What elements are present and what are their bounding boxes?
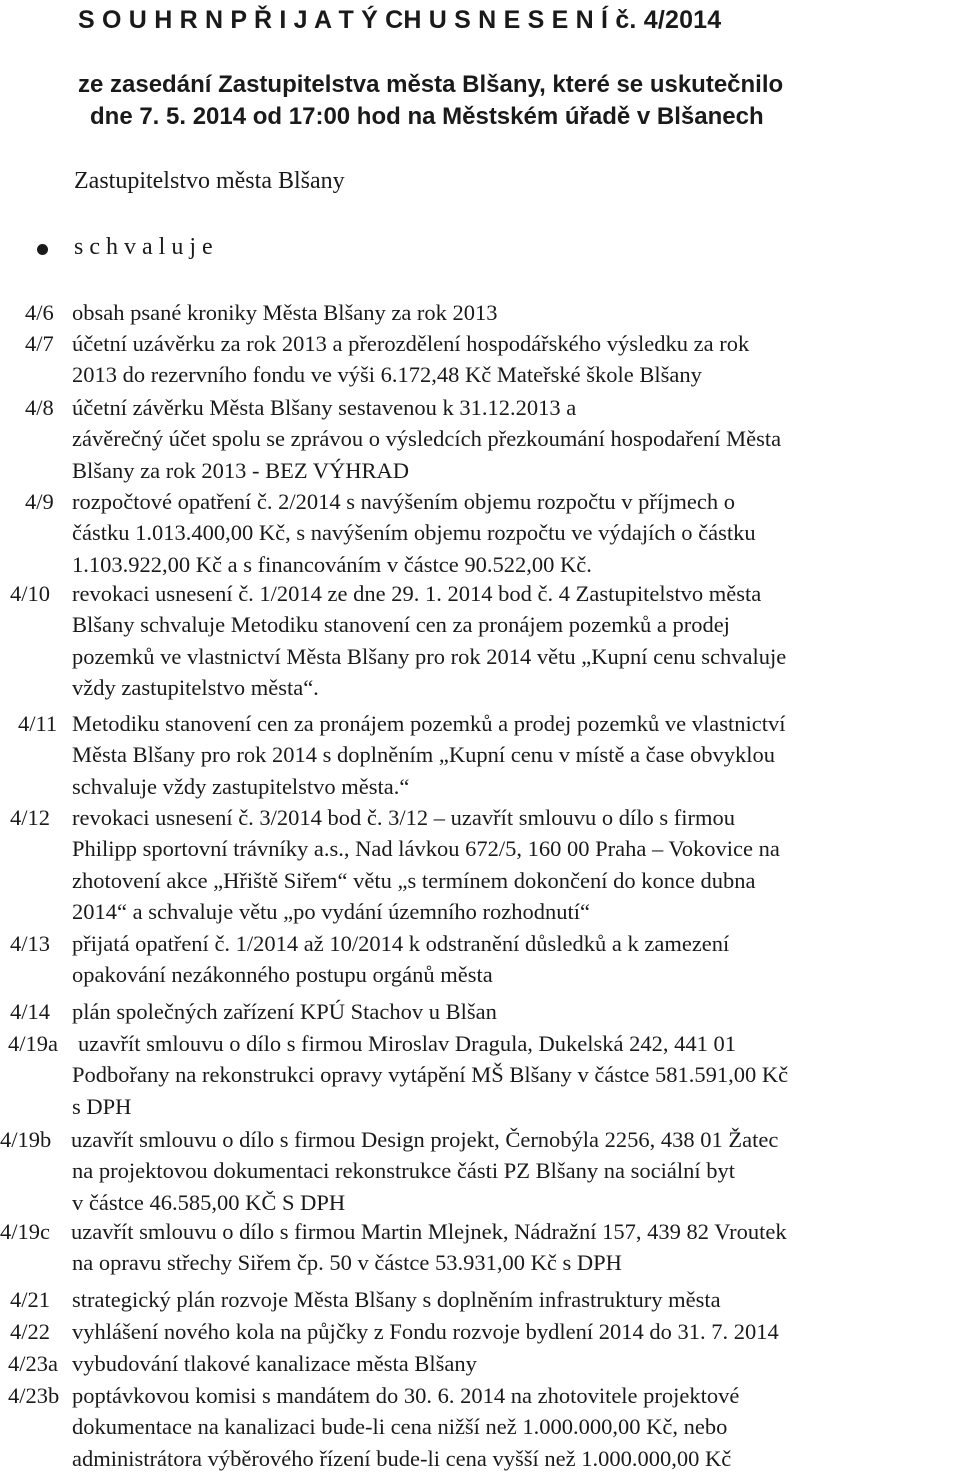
resolution-text: Philipp sportovní trávníky a.s., Nad lávkou 672/5, 160 00 Praha – Vokovice na [72,836,780,862]
resolution-text: poptávkovou komisi s mandátem do 30. 6. 2014 na zhotovitele projektové [72,1383,740,1408]
resolution-number: 4/19b [0,1127,52,1152]
resolution-text: v částce 46.585,00 KČ S DPH [72,1189,346,1215]
resolution-text: vybudování tlakové kanalizace města Blšany [72,1351,477,1376]
resolution-text: s DPH [72,1093,132,1119]
resolution-text: Města Blšany pro rok 2014 s doplněním „Kupní cenu v místě a čase obvyklou [72,742,776,768]
resolution-text: plán společných zařízení KPÚ Stachov u Blšan [72,999,497,1024]
resolution-text: uzavřít smlouvu o dílo s firmou Miroslav Dragula, Dukelská 242, 441 01 [78,1031,737,1056]
document-title: S O U H R N P Ř I J A T Ý CH U S N E S E N Í č. 4/2014 [78,6,722,34]
resolution-text: 1.103.922,00 Kč a s financováním v částce 90.522,00 Kč. [72,551,592,577]
bullet-icon [37,244,48,255]
resolution-number: 4/14 [10,999,51,1024]
resolution-text: Podbořany na rekonstrukci opravy vytápění MŠ Blšany v částce 581.591,00 Kč [72,1062,789,1088]
resolution-number: 4/23b [8,1383,60,1408]
resolution-number: 4/7 [25,331,54,356]
resolution-number: 4/9 [25,489,54,514]
resolution-text: Blšany schvaluje Metodiku stanovení cen za pronájem pozemků a prodej [72,612,730,638]
resolution-number: 4/23a [8,1351,58,1376]
resolution-number: 4/13 [10,931,51,956]
resolution-text: uzavřít smlouvu o dílo s firmou Martin Mlejnek, Nádražní 157, 439 82 Vroutek [71,1219,787,1244]
resolution-text: administrátora výběrového řízení bude-li cena vyšší než 1.000.000,00 Kč [72,1445,732,1471]
resolution-text: zhotovení akce „Hřiště Siřem“ větu „s termínem dokončení do konce dubna [72,867,756,893]
resolution-text: Metodiku stanovení cen za pronájem pozemků a prodej pozemků ve vlastnictví [72,711,786,736]
resolution-number: 4/6 [25,300,54,325]
resolution-number: 4/19c [0,1219,50,1244]
resolution-text: rozpočtové opatření č. 2/2014 s navýšením objemu rozpočtu v příjmech o [72,489,735,514]
resolution-number: 4/8 [25,395,54,420]
resolution-number: 4/11 [18,711,58,736]
resolution-text: revokaci usnesení č. 3/2014 bod č. 3/12 – uzavřít smlouvu o dílo s firmou [72,805,736,830]
resolution-text: Blšany za rok 2013 - BEZ VÝHRAD [72,457,410,483]
resolution-text: částku 1.013.400,00 Kč, s navýšením objemu rozpočtu ve výdajích o částku [72,520,756,546]
resolution-text: vyhlášení nového kola na půjčky z Fondu rozvoje bydlení 2014 do 31. 7. 2014 [72,1319,779,1344]
resolution-text: účetní uzávěrku za rok 2013 a přerozdělení hospodářského výsledku za rok [72,331,750,356]
resolution-text: 2014“ a schvaluje větu „po vydání územního rozhodnutí“ [72,899,590,925]
resolution-text: 2013 do rezervního fondu ve výši 6.172,48 Kč Mateřské škole Blšany [72,362,702,388]
resolution-text: revokaci usnesení č. 1/2014 ze dne 29. 1. 2014 bod č. 4 Zastupitelstvo města [72,581,762,606]
resolution-text: závěrečný účet spolu se zprávou o výsledcích přezkoumání hospodaření Města [72,426,782,452]
session-info-line-1: ze zasedání Zastupitelstva města Blšany, které se uskutečnilo [78,71,784,98]
resolution-text: na projektovou dokumentaci rekonstrukce části PZ Blšany na sociální byt [72,1158,735,1184]
resolution-number: 4/22 [10,1319,51,1344]
resolution-text: pozemků ve vlastnictví Města Blšany pro rok 2014 větu „Kupní cenu schvaluje [72,643,787,669]
resolution-number: 4/19a [8,1031,58,1056]
resolution-number: 4/12 [10,805,51,830]
resolution-number: 4/21 [10,1287,51,1312]
approves-heading: s c h v a l u j e [74,234,213,260]
resolution-text: obsah psané kroniky Města Blšany za rok 2013 [72,300,498,325]
resolution-text: účetní závěrku Města Blšany sestavenou k 31.12.2013 a [72,395,577,420]
session-info-line-2: dne 7. 5. 2014 od 17:00 hod na Městském úřadě v Blšanech [90,103,764,130]
resolution-text: schvaluje vždy zastupitelstvo města.“ [72,773,410,799]
resolution-text: uzavřít smlouvu o dílo s firmou Design projekt, Černobýla 2256, 438 01 Žatec [71,1127,779,1152]
resolution-text: přijatá opatření č. 1/2014 až 10/2014 k odstranění důsledků a k zamezení [72,931,730,956]
resolution-text: strategický plán rozvoje Města Blšany s doplněním infrastruktury města [72,1287,721,1312]
resolution-number: 4/10 [10,581,51,606]
resolution-text: na opravu střechy Siřem čp. 50 v částce 53.931,00 Kč s DPH [72,1250,622,1276]
resolution-text: vždy zastupitelstvo města“. [72,675,319,701]
council-name: Zastupitelstvo města Blšany [74,168,345,194]
resolution-text: dokumentace na kanalizaci bude-li cena nižší než 1.000.000,00 Kč, nebo [72,1414,728,1440]
resolution-text: opakování nezákonného postupu orgánů města [72,962,493,988]
